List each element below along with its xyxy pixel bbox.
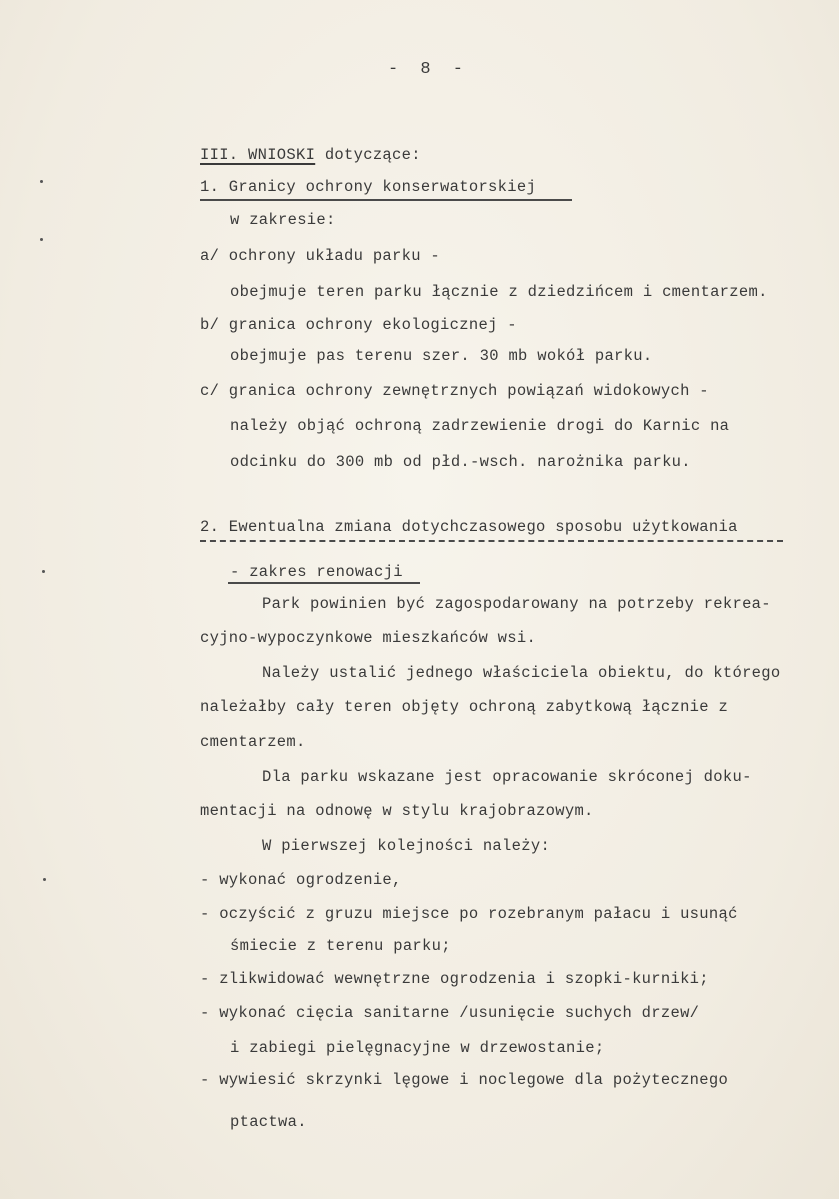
point2-subtitle-underline <box>228 582 420 584</box>
punch-mark <box>42 570 45 573</box>
point1-a-text: obejmuje teren parku łącznie z dziedzińcem i cmentarzem. <box>230 283 768 301</box>
point2-title-underline <box>200 540 783 542</box>
point1-c-text2: odcinku do 300 mb od płd.-wsch. narożnika parku. <box>230 453 691 471</box>
bullet-1: - wykonać ogrodzenie, <box>200 871 402 889</box>
bullet-4-line2: i zabiegi pielęgnacyjne w drzewostanie; <box>230 1039 605 1057</box>
point1-b-text: obejmuje pas terenu szer. 30 mb wokół parku. <box>230 347 653 365</box>
bullet-5-line2: ptactwa. <box>230 1113 307 1131</box>
point2-subtitle: - zakres renowacji <box>230 563 403 581</box>
point1-c-title: c/ granica ochrony zewnętrznych powiązań widokowych - <box>200 382 709 400</box>
point2-title: 2. Ewentualna zmiana dotychczasowego sposobu użytkowania <box>200 518 738 536</box>
page-number: - 8 - <box>388 60 470 79</box>
section-heading <box>200 145 421 165</box>
point2-p2-line1: Należy ustalić jednego właściciela obiektu, do którego <box>262 664 781 682</box>
bullet-5-line1: - wywiesić skrzynki lęgowe i noclegowe dla pożytecznego <box>200 1071 729 1089</box>
bullet-2-line2: śmiecie z terenu parku; <box>230 937 451 955</box>
bullet-2-line1: - oczyścić z gruzu miejsce po rozebranym pałacu i usunąć <box>200 905 738 923</box>
point1-subtitle: w zakresie: <box>230 211 336 229</box>
point1-title: 1. Granicy ochrony konserwatorskiej <box>200 178 537 196</box>
section-heading-rest: dotyczące: <box>315 146 421 164</box>
point1-title-underline <box>200 199 572 201</box>
point1-c-text1: należy objąć ochroną zadrzewienie drogi do Karnic na <box>230 417 730 435</box>
bullet-3: - zlikwidować wewnętrzne ogrodzenia i szopki-kurniki; <box>200 970 709 988</box>
point2-p3-line2: mentacji na odnowę w stylu krajobrazowym. <box>200 802 594 820</box>
punch-mark <box>40 180 43 183</box>
point1-b-title: b/ granica ochrony ekologicznej - <box>200 316 517 334</box>
point2-p3-line1: Dla parku wskazane jest opracowanie skróconej doku- <box>262 768 752 786</box>
bullet-4-line1: - wykonać cięcia sanitarne /usunięcie suchych drzew/ <box>200 1004 700 1022</box>
point2-p1-line1: Park powinien być zagospodarowany na potrzeby rekrea- <box>262 595 771 613</box>
point2-p2-line3: cmentarzem. <box>200 733 306 751</box>
punch-mark <box>40 238 43 241</box>
point2-p4: W pierwszej kolejności należy: <box>262 837 551 855</box>
section-heading-label: III. WNIOSKI <box>200 146 316 164</box>
point2-p1-line2: cyjno-wypoczynkowe mieszkańców wsi. <box>200 629 537 647</box>
point2-p2-line2: należałby cały teren objęty ochroną zabytkową łącznie z <box>200 698 729 716</box>
punch-mark <box>43 878 46 881</box>
point1-a-title: a/ ochrony układu parku - <box>200 247 441 265</box>
